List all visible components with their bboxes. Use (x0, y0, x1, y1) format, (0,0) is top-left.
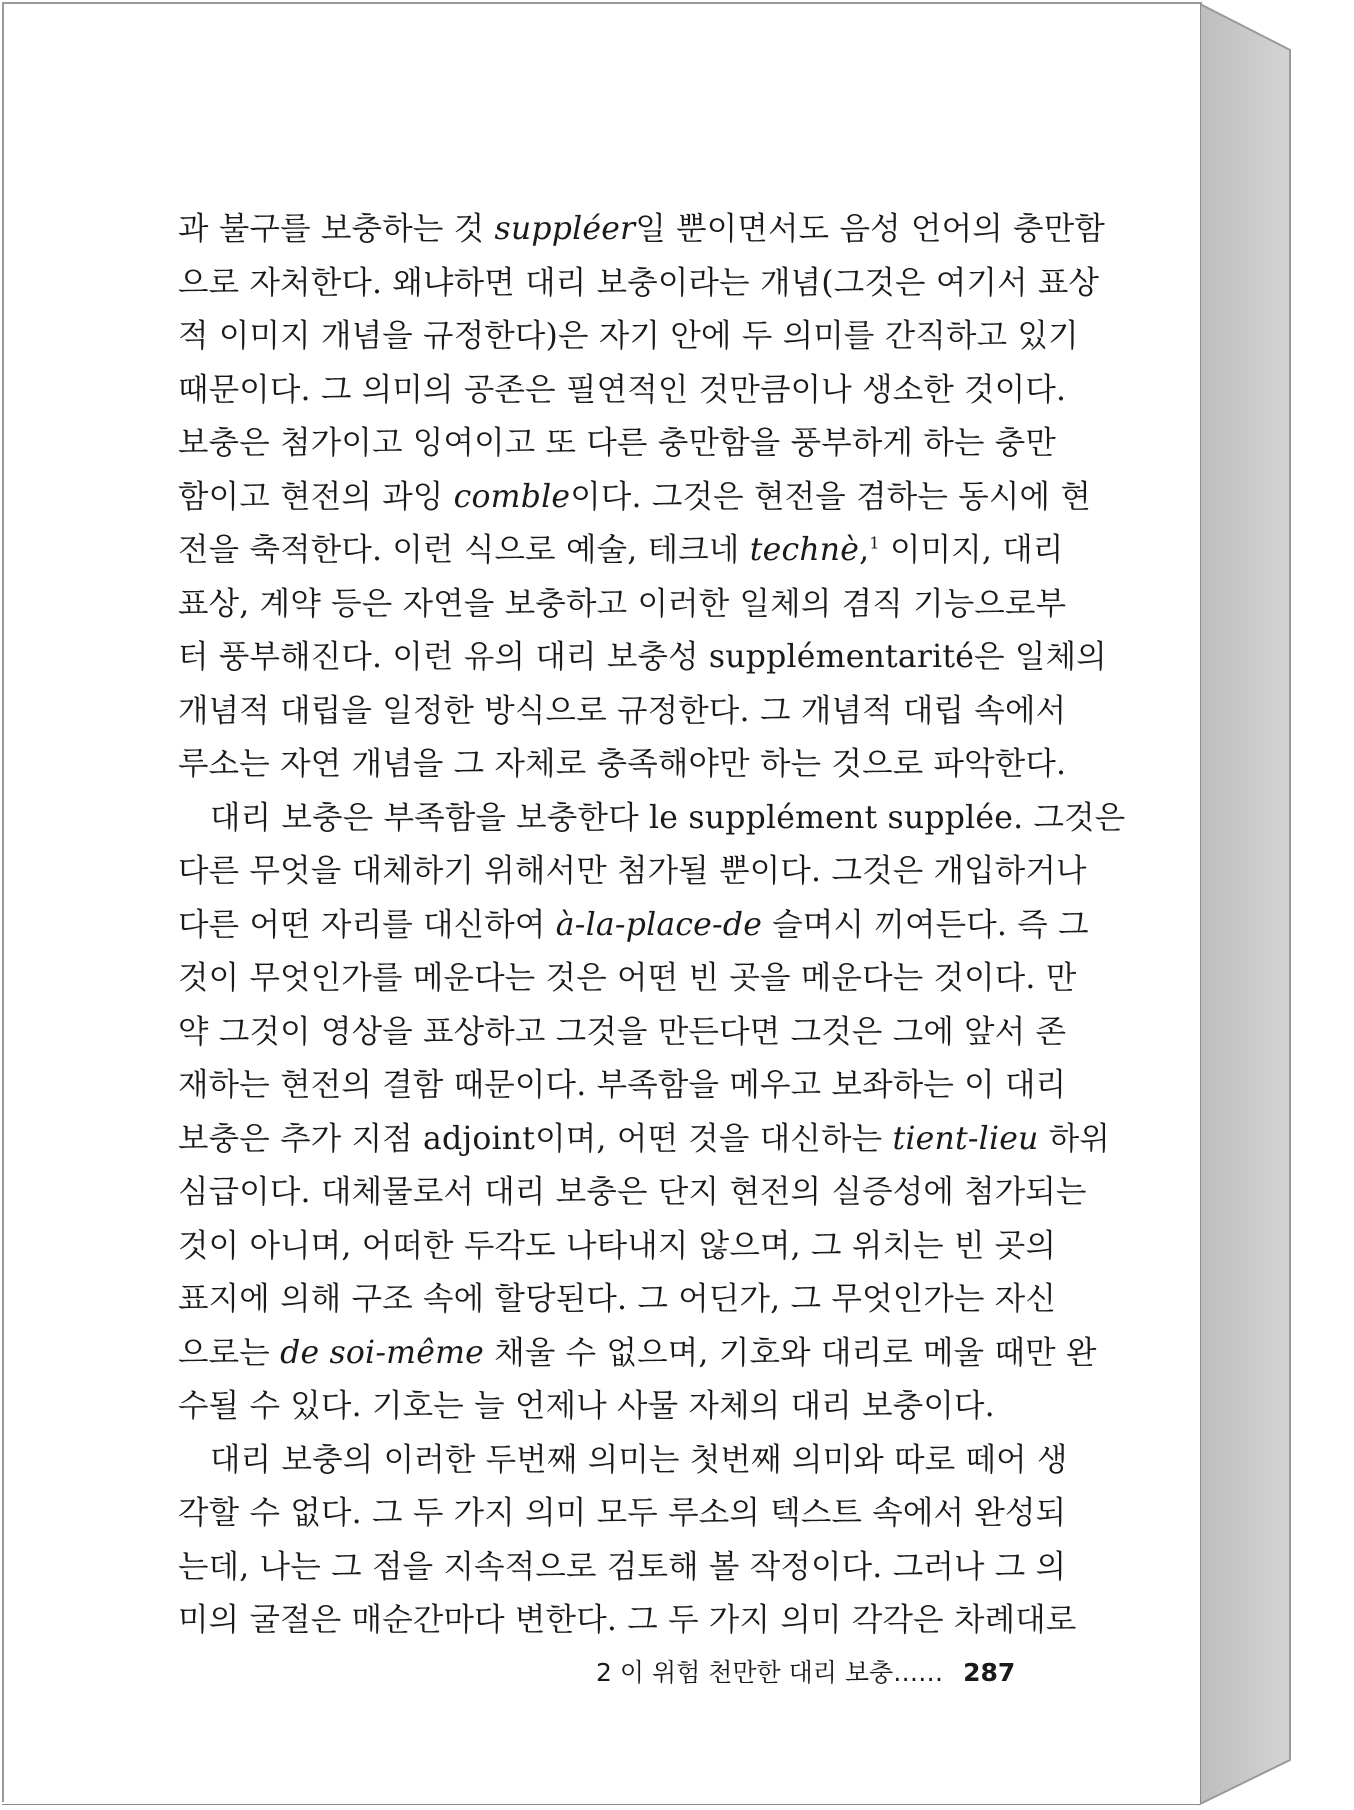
text-segment: 표지에 의해 구조 속에 할당된다. 그 어딘가, 그 무엇인가는 자신 (178, 1281, 1057, 1317)
text-segment: technè (749, 532, 860, 568)
text-line (178, 1220, 1057, 1274)
text-line (178, 1594, 1077, 1648)
text-line (178, 899, 1089, 953)
text-segment: 약 그것이 영상을 표상하고 그것을 만든다면 그것은 그에 앞서 존 (178, 1013, 1067, 1050)
text-line (178, 578, 1067, 632)
text-segment: 재하는 현전의 결함 때문이다. 부족함을 메우고 보좌하는 이 대리 (178, 1067, 1067, 1103)
text-line (178, 738, 1067, 792)
running-head: 2 이 위험 천만한 대리 보충…… (596, 1658, 944, 1687)
text-line (178, 417, 1057, 471)
text-line (178, 1434, 1068, 1488)
text-segment: suppléer (494, 211, 636, 247)
text-segment: 일 뿐이면서도 음성 언어의 충만함 (635, 211, 1105, 247)
text-segment: 전을 축적한다. 이런 식으로 예술, 테크네 (178, 532, 750, 568)
text-segment: 함이고 현전의 과잉 (178, 478, 454, 515)
footnote-marker: 1 (869, 533, 880, 553)
text-segment: 것이 아니며, 어떠한 두각도 나타내지 않으며, 그 위치는 빈 곳의 (178, 1227, 1057, 1264)
text-segment: 채울 수 없으며, 기호와 대리로 메울 때만 완 (484, 1334, 1097, 1371)
text-segment: 대리 보충은 부족함을 보충한다 le supplément supplée. 그것은 (210, 799, 1126, 836)
body-text (178, 203, 1126, 1648)
text-line (178, 631, 1107, 685)
text-segment: 슬며시 끼여든다. 즉 그 (762, 906, 1089, 943)
text-segment: 미의 굴절은 매순간마다 변한다. 그 두 가지 의미 각각은 차례대로 (178, 1602, 1077, 1638)
text-segment: 때문이다. 그 의미의 공존은 필연적인 것만큼이나 생소한 것이다. (178, 371, 1067, 408)
text-segment: 터 풍부해진다. 이런 유의 대리 보충성 supplémentarité은 일체의 (178, 639, 1107, 675)
text-line (178, 257, 1100, 311)
text-line (178, 524, 1064, 578)
text-line (178, 1166, 1087, 1220)
text-segment: 각할 수 없다. 그 두 가지 의미 모두 루소의 텍스트 속에서 완성되 (178, 1495, 1067, 1531)
text-line (178, 310, 1079, 364)
text-segment: 보충은 첨가이고 잉여이고 또 다른 충만함을 풍부하게 하는 충만 (178, 425, 1057, 461)
page-number: 287 (963, 1658, 1016, 1687)
text-segment: 이다. 그것은 현전을 겸하는 동시에 현 (570, 478, 1091, 515)
text-line (178, 1327, 1097, 1381)
text-line (178, 1541, 1067, 1595)
text-segment: comble (453, 478, 571, 515)
text-segment: 하위 (1038, 1120, 1111, 1157)
text-segment: 대리 보충의 이러한 두번째 의미는 첫번째 의미와 따로 떼어 생 (210, 1441, 1068, 1478)
text-segment: 표상, 계약 등은 자연을 보충하고 이러한 일체의 겸직 기능으로부 (178, 585, 1067, 622)
text-line (178, 792, 1126, 846)
text-segment: 으로 자처한다. 왜냐하면 대리 보충이라는 개념(그것은 여기서 표상 (178, 264, 1100, 301)
text-line (178, 471, 1091, 525)
text-line (178, 845, 1087, 899)
text-segment: 다른 어떤 자리를 대신하여 (178, 906, 556, 943)
text-line (178, 1113, 1111, 1167)
text-segment: 보충은 추가 지점 adjoint이며, 어떤 것을 대신하는 (178, 1120, 893, 1157)
text-line (178, 364, 1067, 418)
text-segment: 으로는 (178, 1334, 281, 1371)
text-line (178, 685, 1067, 739)
text-segment: 심급이다. 대체물로서 대리 보충은 단지 현전의 실증성에 첨가되는 (178, 1174, 1087, 1210)
page-footer (596, 1653, 1016, 1689)
text-line (178, 203, 1105, 257)
text-segment: de soi-même (280, 1334, 484, 1371)
text-segment: tient-lieu (892, 1120, 1039, 1157)
text-segment: 적 이미지 개념을 규정한다)은 자기 안에 두 의미를 간직하고 있기 (178, 318, 1079, 354)
text-segment: à-la-place-de (555, 906, 763, 943)
text-line (178, 1273, 1057, 1327)
text-segment: 이미지, 대리 (879, 532, 1064, 568)
text-segment: 루소는 자연 개념을 그 자체로 충족해야만 하는 것으로 파악한다. (178, 746, 1067, 782)
text-segment: 는데, 나는 그 점을 지속적으로 검토해 볼 작정이다. 그러나 그 의 (178, 1548, 1067, 1585)
text-line (178, 1006, 1067, 1060)
text-line (178, 952, 1077, 1006)
text-segment: 수될 수 있다. 기호는 늘 언제나 사물 자체의 대리 보충이다. (178, 1388, 995, 1424)
text-line (178, 1380, 1031, 1434)
text-segment: , (859, 532, 870, 568)
text-line (178, 1487, 1067, 1541)
text-segment: 과 불구를 보충하는 것 (178, 211, 495, 247)
text-segment: 개념적 대립을 일정한 방식으로 규정한다. 그 개념적 대립 속에서 (178, 692, 1067, 729)
text-line (178, 1059, 1067, 1113)
text-segment: 것이 무엇인가를 메운다는 것은 어떤 빈 곳을 메운다는 것이다. 만 (178, 960, 1077, 996)
text-segment: 다른 무엇을 대체하기 위해서만 첨가될 뿐이다. 그것은 개입하거나 (178, 853, 1087, 889)
